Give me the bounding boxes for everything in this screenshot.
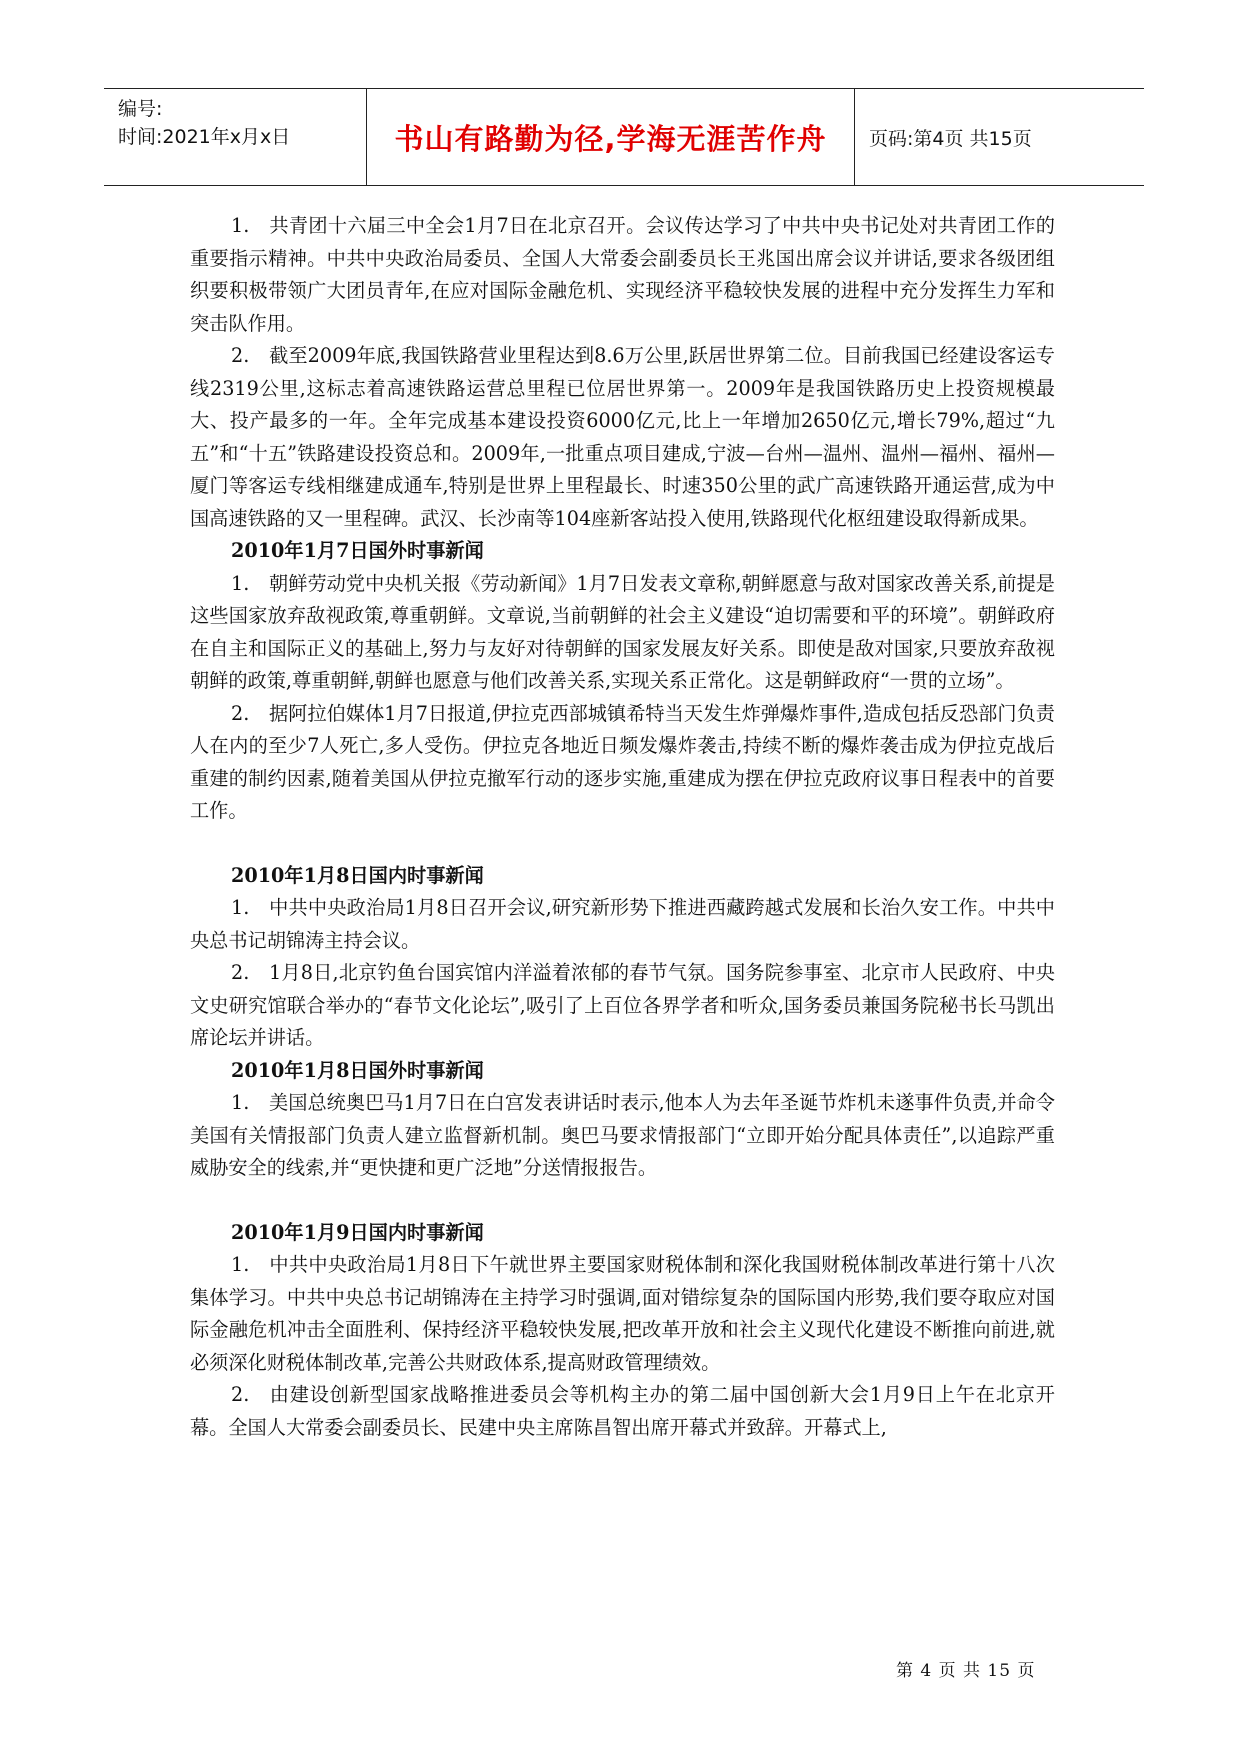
paragraph-number: 1. — [231, 571, 250, 595]
news-paragraph — [190, 340, 1055, 535]
paragraph-number: 1. — [231, 896, 250, 919]
paragraph-number: 2. — [231, 701, 250, 725]
paragraph-text: 美国总统奥巴马1月7日在白宫发表讲话时表示,他本人为去年圣诞节炸机未遂事件负责,并命令美国有关情报部门负责人建立监督新机制。奥巴马要求情报部门“立即开始分配具体责任”,以追踪严重威胁安全的线索,并“更快捷和更广泛地”分送情报报告。 — [190, 1091, 1055, 1179]
news-paragraph — [190, 1379, 1055, 1444]
section-heading: 2010年1月9日国内时事新闻 — [231, 1220, 484, 1244]
news-paragraph — [190, 892, 1055, 957]
paragraph-number: 1. — [231, 1253, 250, 1276]
section-heading: 2010年1月8日国外时事新闻 — [231, 1058, 484, 1082]
page-footer: 第 4 页 共 15 页 — [896, 1661, 1036, 1681]
header-motto: 书山有路勤为径,学海无涯苦作舟 — [367, 89, 855, 185]
header-meta — [104, 89, 367, 185]
paragraph-text: 中共中央政治局1月8日召开会议,研究新形势下推进西藏跨越式发展和长治久安工作。中共中央总书记胡锦涛主持会议。 — [190, 896, 1055, 952]
news-paragraph — [190, 957, 1055, 1055]
news-paragraph — [190, 1249, 1055, 1379]
paragraph-text: 截至2009年底,我国铁路营业里程达到8.6万公里,跃居世界第二位。目前我国已经建设客运专线2319公里,这标志着高速铁路运营总里程已位居世界第一。2009年是我国铁路历史上投资规模最大、投产最多的一年。全年完成基本建设投资6000亿元,比上一年增加2650亿元,增长79%,超过“九五”和“十五”铁路建设投资总和。2009年,一批重点项目建成,宁波—台州—温州、温州—福州、福州—厦门等客运专线相继建成通车,特别是世界上里程最长、时速350公里的武广高速铁路开通运营,成为中国高速铁路的又一里程碑。武汉、长沙南等104座新客站投入使用,铁路现代化枢纽建设取得新成果。 — [190, 344, 1055, 530]
header-page-label: 页码:第4页 共15页 — [869, 127, 1032, 150]
paragraph-text: 由建设创新型国家战略推进委员会等机构主办的第二届中国创新大会1月9日上午在北京开幕。全国人大常委会副委员长、民建中央主席陈昌智出席开幕式并致辞。开幕式上, — [190, 1383, 1055, 1439]
paragraph-number: 1. — [231, 214, 250, 237]
paragraph-number: 1. — [231, 1091, 250, 1114]
paragraph-text: 据阿拉伯媒体1月7日报道,伊拉克西部城镇希特当天发生炸弹爆炸事件,造成包括反恐部门负责人在内的至少7人死亡,多人受伤。伊拉克各地近日频发爆炸袭击,持续不断的爆炸袭击成为伊拉克战后重建的制约因素,随着美国从伊拉克撤军行动的逐步实施,重建成为摆在伊拉克政府议事日程表中的首要工作。 — [190, 701, 1055, 822]
news-paragraph — [190, 210, 1055, 340]
page-header — [104, 88, 1144, 186]
paragraph-text: 1月8日,北京钓鱼台国宾馆内洋溢着浓郁的春节气氛。国务院参事室、北京市人民政府、中央文史研究馆联合举办的“春节文化论坛”,吸引了上百位各界学者和听众,国务委员兼国务院秘书长马凯出席论坛并讲话。 — [190, 961, 1055, 1049]
paragraph-text: 共青团十六届三中全会1月7日在北京召开。会议传达学习了中共中央书记处对共青团工作的重要指示精神。中共中央政治局委员、全国人大常委会副委员长王兆国出席会议并讲话,要求各级团组织要积极带领广大团员青年,在应对国际金融危机、实现经济平稳较快发展的进程中充分发挥生力军和突击队作用。 — [190, 214, 1055, 335]
document-body — [190, 210, 1055, 1444]
paragraph-text: 中共中央政治局1月8日下午就世界主要国家财税体制和深化我国财税体制改革进行第十八次集体学习。中共中央总书记胡锦涛在主持学习时强调,面对错综复杂的国际国内形势,我们要夺取应对国际金融危机冲击全面胜利、保持经济平稳较快发展,把改革开放和社会主义现代化建设不断推向前进,就必须深化财税体制改革,完善公共财政体系,提高财政管理绩效。 — [190, 1253, 1055, 1374]
blank-line — [190, 828, 1055, 860]
news-paragraph — [190, 568, 1055, 698]
blank-line — [190, 1185, 1055, 1217]
paragraph-number: 2. — [231, 961, 250, 984]
news-paragraph — [190, 1087, 1055, 1185]
paragraph-number: 2. — [231, 344, 250, 367]
paragraph-text: 朝鲜劳动党中央机关报《劳动新闻》1月7日发表文章称,朝鲜愿意与敌对国家改善关系,前提是这些国家放弃敌视政策,尊重朝鲜。文章说,当前朝鲜的社会主义建设“迫切需要和平的环境”。朝鲜政府在自主和国际正义的基础上,努力与友好对待朝鲜的国家发展友好关系。即使是敌对国家,只要放弃敌视朝鲜的政策,尊重朝鲜,朝鲜也愿意与他们改善关系,实现关系正常化。这是朝鲜政府“一贯的立场”。 — [190, 571, 1055, 692]
news-paragraph — [190, 698, 1055, 828]
section-heading: 2010年1月8日国内时事新闻 — [231, 863, 484, 887]
document-number-label: 编号: — [118, 98, 163, 120]
document-time-label: 时间:2021年x月x日 — [118, 126, 291, 148]
section-heading: 2010年1月7日国外时事新闻 — [231, 539, 484, 562]
paragraph-number: 2. — [231, 1383, 250, 1406]
